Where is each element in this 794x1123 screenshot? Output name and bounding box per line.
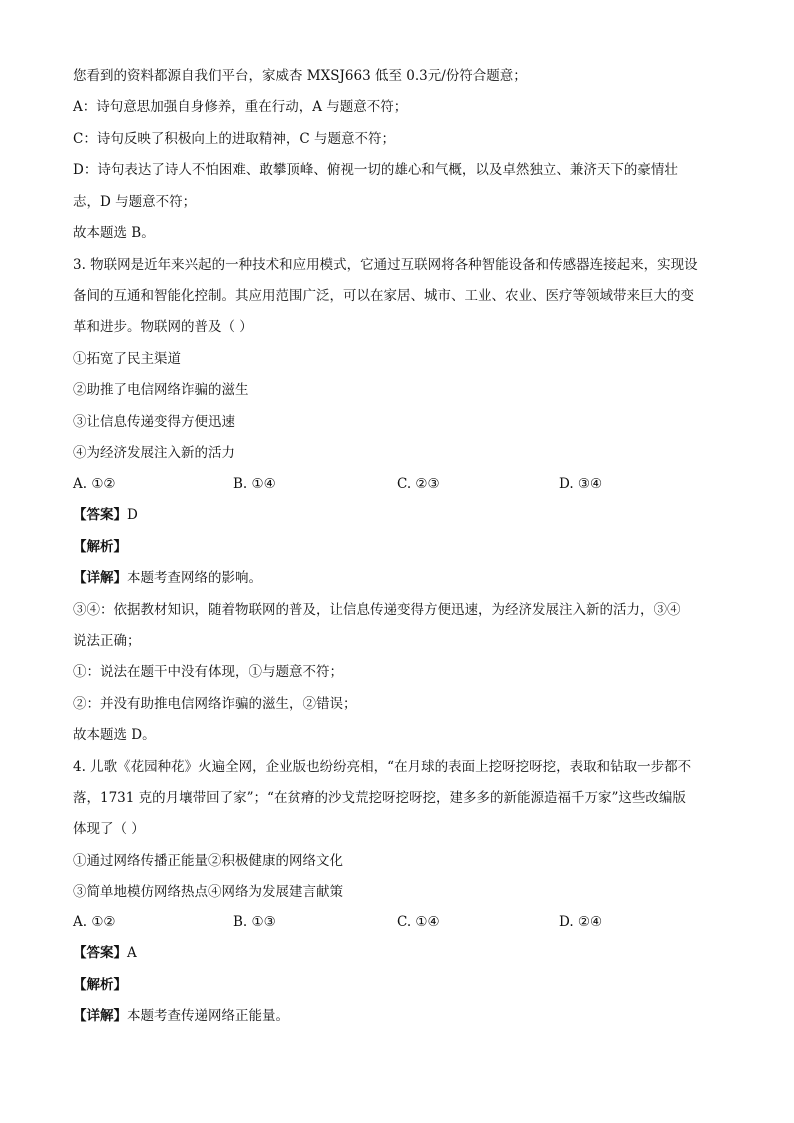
q4-option-c: C. ①④ xyxy=(397,914,440,930)
q3-conclusion: 故本题选 D。 xyxy=(73,727,156,743)
q3-stem-line1: 3. 物联网是近年来兴起的一种技术和应用模式，它通过互联网将各种智能设备和传感器连接起来，实现设 xyxy=(73,257,698,273)
q3-explain-34-line1: ③④：依据教材知识，随着物联网的普及，让信息传递变得方便迅速，为经济发展注入新的活力，③④ xyxy=(73,602,681,618)
answer-value: A xyxy=(127,945,137,961)
q3-analysis-label: 【解析】 xyxy=(73,539,127,555)
q4-option-b: B. ①③ xyxy=(233,914,276,930)
q4-stem-line3: 体现了（ ） xyxy=(73,821,145,837)
q3-option-d: D. ③④ xyxy=(559,476,603,492)
q4-analysis-label: 【解析】 xyxy=(73,977,127,993)
q3-detail xyxy=(73,568,723,588)
q3-item-3: ③让信息传递变得方便迅速 xyxy=(73,414,235,430)
q4-option-a: A. ①② xyxy=(73,914,116,930)
option-c-explanation: C：诗句反映了积极向上的进取精神，C 与题意不符； xyxy=(73,131,395,147)
q4-stem-line2: 落，1731 克的月壤带回了家”；“在贫瘠的沙戈荒挖呀挖呀挖，建多多的新能源造福千万家”这些改编版 xyxy=(73,790,686,806)
q4-items-line1: ①通过网络传播正能量②积极健康的网络文化 xyxy=(73,853,343,869)
q3-item-2: ②助推了电信网络诈骗的滋生 xyxy=(73,382,249,398)
conclusion-q2: 故本题选 B。 xyxy=(73,225,155,241)
q3-explain-2: ②：并没有助推电信网络诈骗的滋生，②错误； xyxy=(73,696,357,712)
answer-label: 【答案】 xyxy=(73,945,127,961)
q4-stem-line1: 4. 儿歌《花园种花》火遍全网，企业版也纷纷亮相，“在月球的表面上挖呀挖呀挖，表取和钻取一步都不 xyxy=(73,759,692,775)
q3-stem-line3: 革和进步。物联网的普及（ ） xyxy=(73,319,253,335)
q4-items-line2: ③简单地模仿网络热点④网络为发展建言献策 xyxy=(73,884,343,900)
q3-explain-34-line2: 说法正确； xyxy=(73,633,141,649)
q3-option-b: B. ①④ xyxy=(233,476,276,492)
q3-option-a: A. ①② xyxy=(73,476,116,492)
answer-label: 【答案】 xyxy=(73,507,127,523)
detail-label: 【详解】 xyxy=(73,1008,127,1024)
q4-answer xyxy=(73,943,723,963)
q3-answer xyxy=(73,505,723,525)
q4-option-d: D. ②④ xyxy=(559,914,603,930)
option-a-explanation: A：诗句意思加强自身修养，重在行动，A 与题意不符； xyxy=(73,99,408,115)
q3-item-4: ④为经济发展注入新的活力 xyxy=(73,445,235,461)
q3-explain-1: ①：说法在题干中没有体现，①与题意不符； xyxy=(73,664,343,680)
option-d-explanation-line1: D：诗句表达了诗人不怕困难、敢攀顶峰、俯视一切的雄心和气概，以及卓然独立、兼济天下的豪情壮 xyxy=(73,162,678,178)
q3-stem-line2: 备间的互通和智能化控制。其应用范围广泛，可以在家居、城市、工业、农业、医疗等领域带来巨大的变 xyxy=(73,288,694,304)
intro-line: 您看到的资料都源自我们平台，家威杏 MXSJ663 低至 0.3元/份符合题意； xyxy=(73,68,527,84)
detail-text: 本题考查网络的影响。 xyxy=(127,570,262,586)
answer-value: D xyxy=(127,507,138,523)
q3-item-1: ①拓宽了民主渠道 xyxy=(73,351,181,367)
q4-detail xyxy=(73,1006,723,1026)
detail-text: 本题考查传递网络正能量。 xyxy=(127,1008,289,1024)
detail-label: 【详解】 xyxy=(73,570,127,586)
q3-option-c: C. ②③ xyxy=(397,476,440,492)
option-d-explanation-line2: 志，D 与题意不符； xyxy=(73,194,197,210)
